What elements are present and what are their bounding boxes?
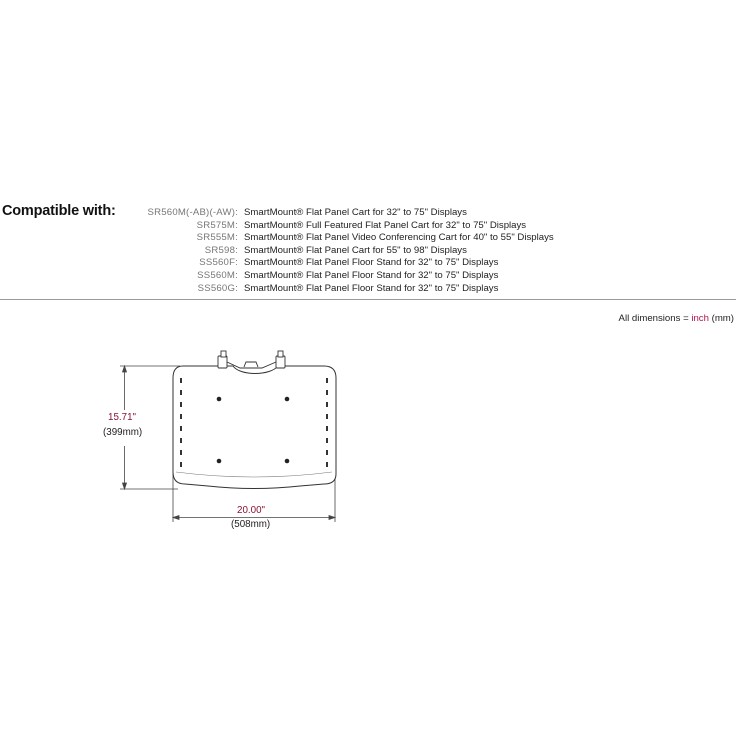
model-description: SmartMount® Flat Panel Floor Stand for 32" to 75" Displays: [244, 257, 499, 269]
model-description: SmartMount® Full Featured Flat Panel Cart for 32" to 75" Displays: [244, 219, 527, 231]
dimensions-unit-secondary: (mm): [708, 313, 734, 324]
mounting-clips: [218, 351, 285, 368]
model-description: SmartMount® Flat Panel Floor Stand for 32" to 75" Displays: [244, 269, 499, 281]
dimensions-prefix: All dimensions =: [618, 313, 692, 324]
model-number: SR555M:: [196, 232, 238, 244]
compatibility-heading: Compatible with:: [2, 203, 116, 219]
model-number: SS560F:: [199, 257, 238, 269]
width-inch-label: 20.00": [237, 505, 265, 516]
model-description: SmartMount® Flat Panel Cart for 55" to 98" Displays: [244, 244, 467, 256]
model-number: SR560M(-AB)(-AW):: [147, 207, 238, 218]
height-inch-label: 15.71": [108, 412, 136, 423]
model-number: SS560G:: [197, 282, 238, 294]
model-number: SR575M:: [196, 219, 238, 231]
width-mm-label: (508mm): [231, 519, 271, 530]
model-description: SmartMount® Flat Panel Video Conferencing Cart for 40" to 55" Displays: [244, 232, 554, 244]
height-mm-label: (399mm): [103, 427, 143, 438]
model-number: SS560M:: [197, 269, 238, 281]
model-description: SmartMount® Flat Panel Cart for 32" to 75" Displays: [244, 207, 467, 218]
model-description: SmartMount® Flat Panel Floor Stand for 32" to 75" Displays: [244, 282, 499, 294]
tray-outline: [173, 366, 336, 489]
dimensions-unit-primary: inch: [691, 313, 709, 324]
model-number: SR598:: [204, 244, 238, 256]
